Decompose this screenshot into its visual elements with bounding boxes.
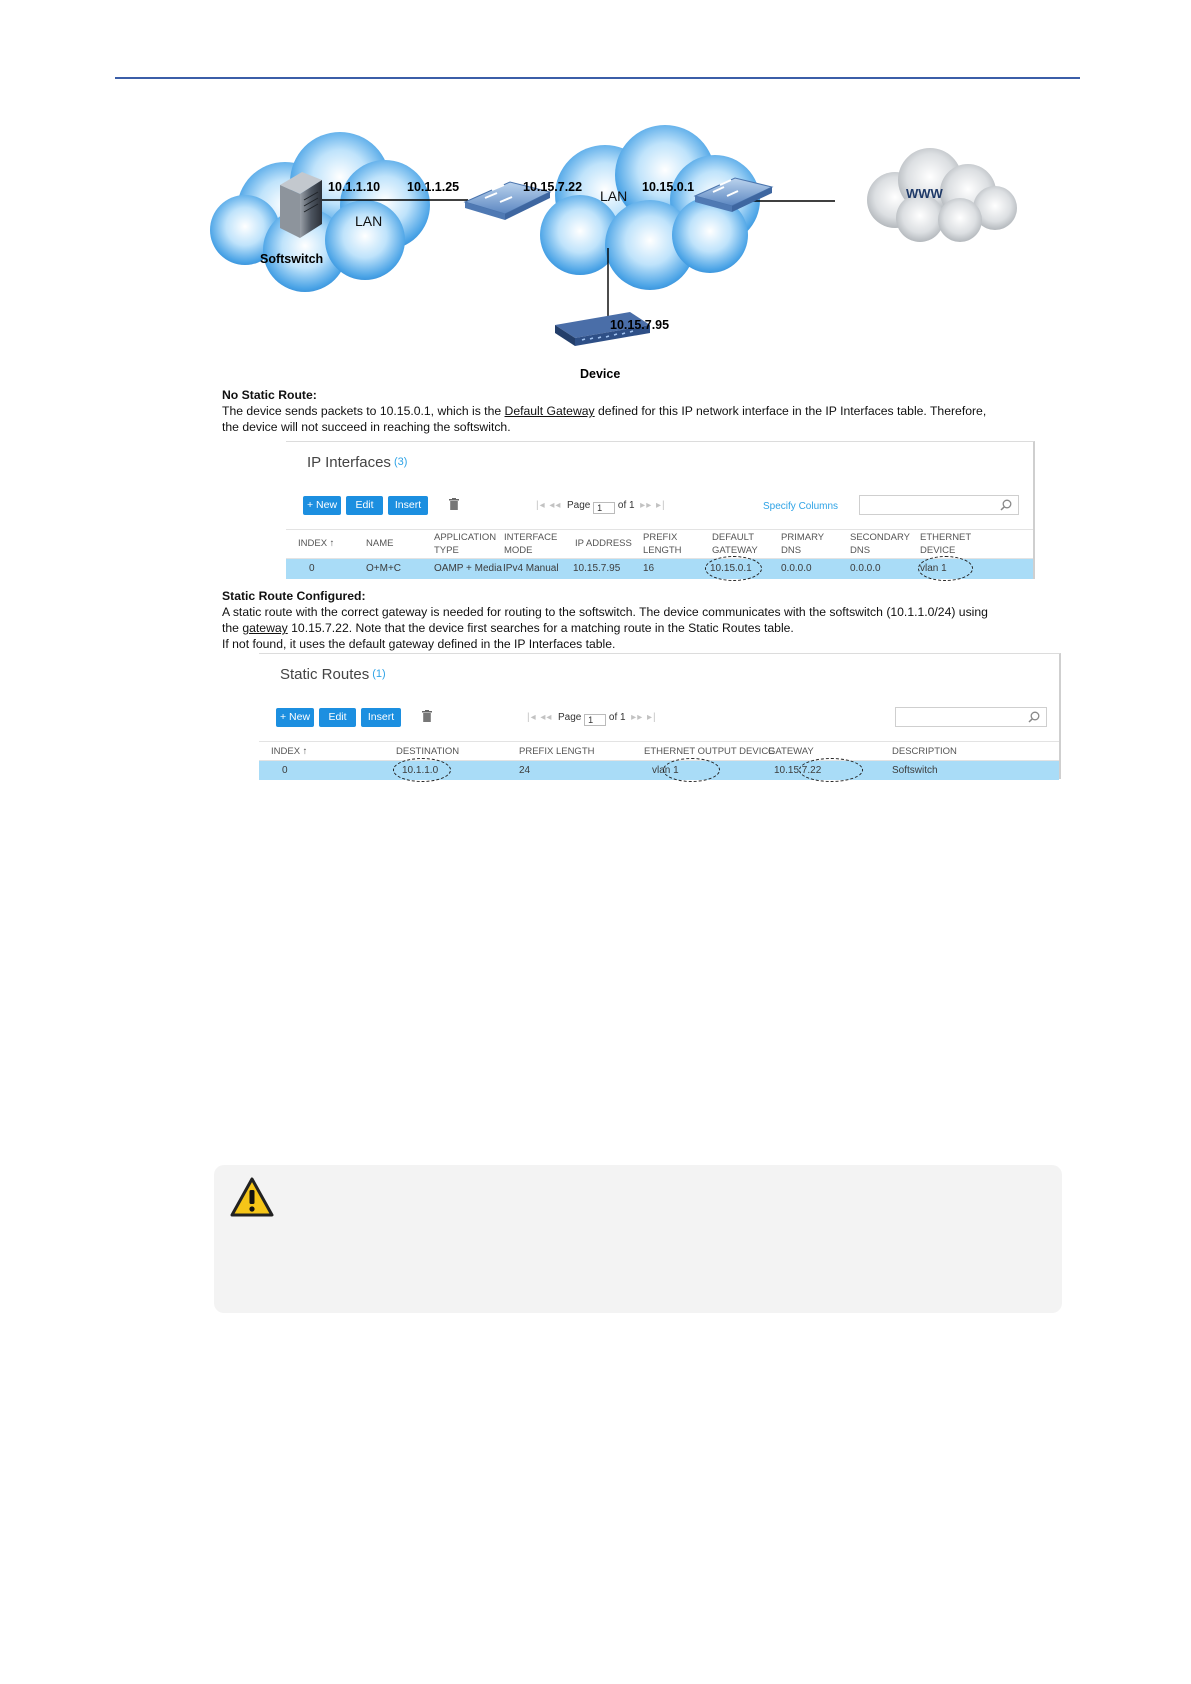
static-route-line3: If not found, it uses the default gateway defined in the IP Interfaces table. <box>222 637 616 651</box>
header-rule <box>115 77 1080 79</box>
static-routes-new-button[interactable]: + New <box>276 708 314 727</box>
ip-interfaces-column-header[interactable]: NAME <box>366 538 394 549</box>
table-cell: 10.15.0.1 <box>710 563 752 574</box>
no-static-route-line2: the device will not succeed in reaching the softswitch. <box>222 420 511 434</box>
ip-interfaces-count: (3) <box>393 456 408 468</box>
label-ip-softswitch: 10.1.1.10 <box>328 180 381 194</box>
first-page-icon[interactable]: |◂ ◂◂ <box>527 712 553 723</box>
table-cell: 0 <box>309 563 315 574</box>
trash-icon[interactable] <box>422 710 432 722</box>
ip-interfaces-panel <box>286 441 1035 579</box>
ip-interfaces-column-header[interactable]: IP ADDRESS <box>575 538 632 549</box>
ip-interfaces-column-header[interactable]: ETHERNET DEVICE <box>920 532 972 556</box>
no-static-route-text <box>222 387 986 435</box>
ip-interfaces-search-input[interactable] <box>859 495 1019 515</box>
static-routes-search-input[interactable] <box>895 707 1047 727</box>
label-lan-left: LAN <box>355 213 383 229</box>
static-routes-panel <box>259 653 1061 779</box>
static-routes-title: Static Routes (1) <box>280 666 386 683</box>
ip-interfaces-column-header[interactable]: SECONDARY DNS <box>850 532 911 556</box>
table-cell: 10.1.1.0 <box>402 765 439 776</box>
table-cell: 10.15.7.22 <box>774 765 822 776</box>
static-routes-edit-button[interactable]: Edit <box>319 708 356 727</box>
static-routes-column-header[interactable]: GATEWAY <box>768 746 814 757</box>
warning-triangle-icon <box>230 1177 274 1217</box>
table-cell: 16 <box>643 563 655 574</box>
table-cell: 10.15.7.95 <box>573 563 621 574</box>
network-diagram <box>210 120 1070 385</box>
label-ip-device: 10.15.7.95 <box>610 318 670 332</box>
table-cell: 0.0.0.0 <box>781 563 812 574</box>
search-icon <box>1028 711 1040 723</box>
table-cell: IPv4 Manual <box>503 563 559 574</box>
static-routes-insert-button[interactable]: Insert <box>361 708 401 727</box>
static-routes-count: (1) <box>372 668 386 680</box>
static-route-configured-text: Static Route Configured: A static route with the correct gateway is needed for routing to the softswitch. The device communicates with the softswitch (10.1.1.0/24) using the gateway 10.15.7.22. Note that the device first searches for a matching route in the Static Routes table. If not found, it uses the default gateway defined in the IP Interfaces table. <box>222 589 988 651</box>
ip-interfaces-pager: |◂ ◂◂ Page 1 of 1 ▸▸ ▸| <box>536 500 666 513</box>
static-routes-pager: |◂ ◂◂ Page 1 of 1 ▸▸ ▸| <box>527 712 657 725</box>
ip-interfaces-column-header[interactable]: PREFIX LENGTH <box>643 532 682 556</box>
label-lan-center: LAN <box>600 188 628 204</box>
ip-interfaces-column-header[interactable]: INTERFACE MODE <box>504 532 558 556</box>
highlight-destination <box>393 758 451 782</box>
static-routes-page-input[interactable]: 1 <box>584 714 606 726</box>
search-icon <box>1000 499 1012 511</box>
ip-interfaces-column-header[interactable]: INDEX ↑ <box>298 538 335 549</box>
label-softswitch: Softswitch <box>260 252 324 266</box>
static-routes-column-header[interactable]: PREFIX LENGTH <box>519 746 595 757</box>
label-www: WWW <box>906 186 943 201</box>
first-page-icon[interactable]: |◂ ◂◂ <box>536 500 562 511</box>
highlight-ethernet-device <box>918 556 973 581</box>
ip-interfaces-new-button[interactable]: + New <box>303 496 341 515</box>
ip-interfaces-column-header[interactable]: APPLICATION TYPE <box>434 532 497 556</box>
label-ip-default-gateway: 10.15.0.1 <box>642 180 695 194</box>
ip-interfaces-page-input[interactable]: 1 <box>593 502 615 514</box>
specify-columns-link[interactable]: Specify Columns <box>763 501 839 512</box>
table-cell: O+M+C <box>366 563 402 574</box>
no-static-route-line1a: The device sends packets to 10.15.0.1, which is the <box>222 404 505 418</box>
highlight-gateway <box>799 758 863 782</box>
no-static-route-heading: No Static Route: <box>222 388 317 402</box>
last-page-icon[interactable]: ▸▸ ▸| <box>631 712 657 723</box>
network-diagram-graphic <box>210 120 1070 385</box>
static-route-line1: A static route with the correct gateway is needed for routing to the softswitch. The device communicates with the softswitch (10.1.1.0/24) using <box>222 605 988 619</box>
trash-icon[interactable] <box>449 498 459 510</box>
no-static-route-line1b: defined for this IP network interface in the IP Interfaces table. Therefore, <box>594 404 987 418</box>
label-ip-lan-gateway: 10.15.7.22 <box>523 180 583 194</box>
table-cell: OAMP + Media <box>434 563 502 574</box>
default-gateway-link: Default Gateway <box>504 404 595 418</box>
note-box <box>214 1165 1062 1313</box>
ip-interfaces-insert-button[interactable]: Insert <box>388 496 428 515</box>
ip-interfaces-column-header[interactable]: DEFAULT GATEWAY <box>712 532 758 556</box>
static-route-configured-heading: Static Route Configured: <box>222 589 366 603</box>
static-routes-column-header[interactable]: ETHERNET OUTPUT DEVICE <box>644 746 775 757</box>
highlight-output-device <box>663 758 720 782</box>
static-routes-column-header[interactable]: INDEX ↑ <box>271 746 308 757</box>
table-cell: 24 <box>519 765 531 776</box>
ip-interfaces-edit-button[interactable]: Edit <box>346 496 383 515</box>
table-cell: vlan 1 <box>920 563 947 574</box>
label-ip-router-left: 10.1.1.25 <box>407 180 460 194</box>
table-cell: Softswitch <box>892 765 938 776</box>
ip-interfaces-title: IP Interfaces (3) <box>307 454 408 471</box>
gateway-link: gateway <box>242 621 288 635</box>
label-device: Device <box>580 367 621 381</box>
highlight-default-gateway <box>705 556 762 581</box>
table-cell: 0 <box>282 765 288 776</box>
table-cell: vlan 1 <box>652 765 679 776</box>
static-routes-column-header[interactable]: DESCRIPTION <box>892 746 957 757</box>
static-routes-column-header[interactable]: DESTINATION <box>396 746 460 757</box>
ip-interfaces-column-header[interactable]: PRIMARY DNS <box>781 532 825 556</box>
last-page-icon[interactable]: ▸▸ ▸| <box>640 500 666 511</box>
table-cell: 0.0.0.0 <box>850 563 881 574</box>
